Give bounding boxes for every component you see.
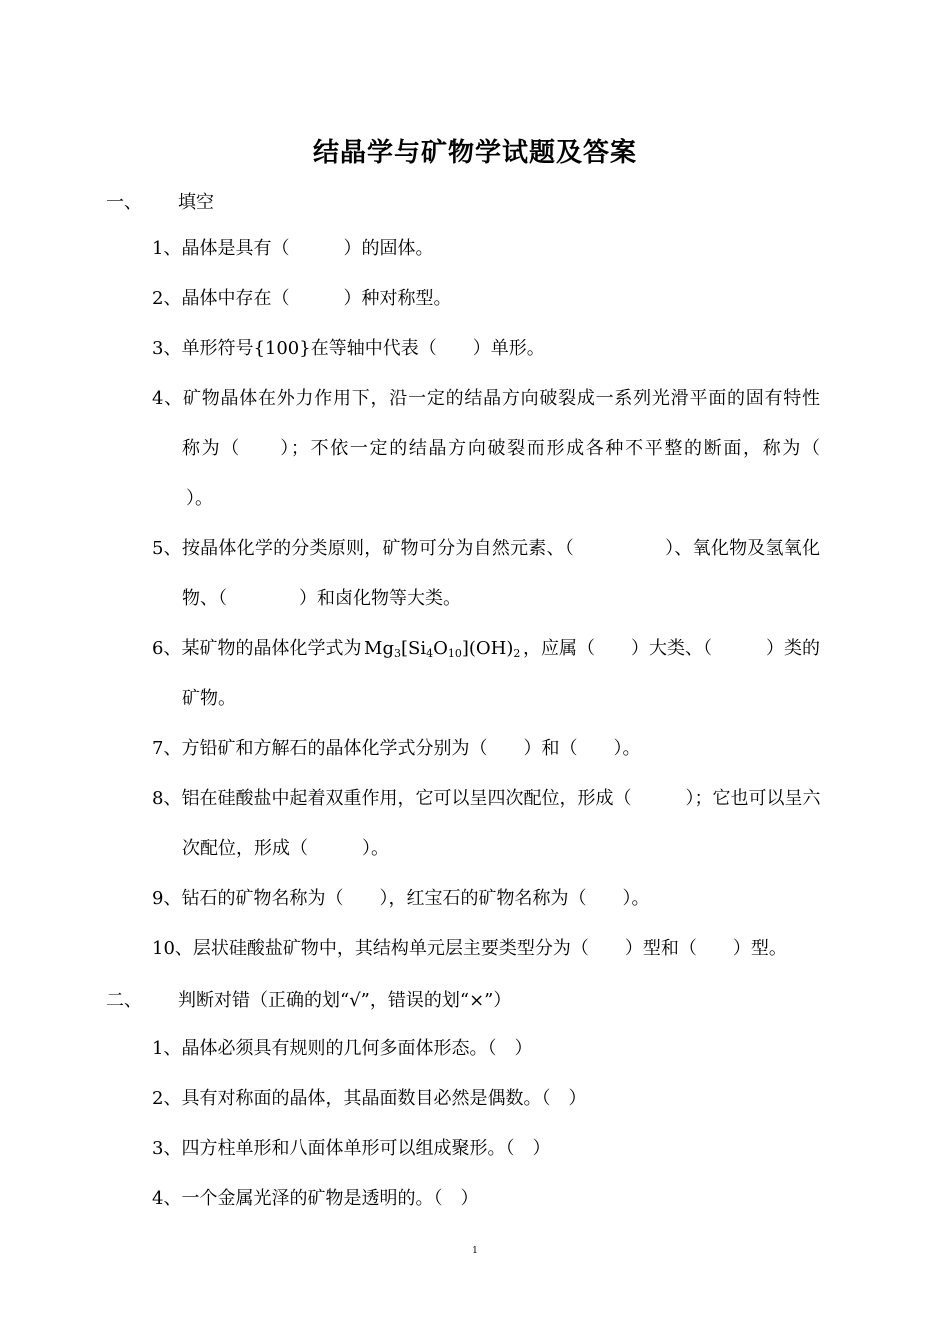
question-line: 1、晶体必须具有规则的几何多面体形态。（ ）: [152, 1038, 533, 1059]
question-line: 3、四方柱单形和八面体单形可以组成聚形。（ ）: [152, 1138, 551, 1159]
question-line: 称为（ ）；不依一定的结晶方向破裂而形成各种不平整的断面，称为（: [182, 438, 820, 459]
question-line: 4、一个金属光泽的矿物是透明的。（ ）: [152, 1188, 479, 1209]
section-title: 填空: [178, 192, 214, 213]
question-text: ，应属（ ）大类、（ ）类的: [522, 638, 820, 659]
question-line: 3、单形符号{100}在等轴中代表（ ）单形。: [152, 338, 545, 359]
question-line: 4、矿物晶体在外力作用下，沿一定的结晶方向破裂成一系列光滑平面的固有特性: [152, 388, 820, 409]
question-line: 9、钻石的矿物名称为（ ），红宝石的矿物名称为（ ）。: [152, 888, 650, 909]
page-number: 1: [472, 1246, 478, 1256]
chemical-formula: $Mg_3[Si_4O_{10}](OH)_2$: [364, 638, 521, 660]
section-title: 判断对错（正确的划“√”，错误的划“×”）: [178, 990, 512, 1011]
question-line: 2、晶体中存在（ ）种对称型。: [152, 288, 452, 309]
question-line: ）。: [186, 488, 213, 509]
question-line: 2、具有对称面的晶体，其晶面数目必然是偶数。（ ）: [152, 1088, 587, 1109]
question-line-formula: [152, 636, 820, 662]
question-line: 8、铝在硅酸盐中起着双重作用，它可以呈四次配位，形成（ ）；它也可以呈六: [152, 788, 821, 809]
question-line: 5、按晶体化学的分类原则，矿物可分为自然元素、（ ）、氧化物及氢氧化: [152, 538, 820, 559]
question-line: 次配位，形成（ ）。: [182, 838, 389, 859]
question-line: 矿物。: [182, 688, 236, 709]
question-text: 6、某矿物的晶体化学式为: [152, 638, 362, 659]
section-number: 二、: [106, 990, 142, 1011]
question-line: 物、（ ）和卤化物等大类。: [182, 588, 461, 609]
section-number: 一、: [106, 192, 142, 213]
question-line: 7、方铅矿和方解石的晶体化学式分别为（ ）和（ ）。: [152, 738, 641, 759]
question-line: 1、晶体是具有（ ）的固体。: [152, 238, 434, 259]
question-line: 10、层状硅酸盐矿物中，其结构单元层主要类型分为（ ）型和（ ）型。: [152, 938, 787, 959]
document-title: 结晶学与矿物学试题及答案: [312, 138, 637, 168]
